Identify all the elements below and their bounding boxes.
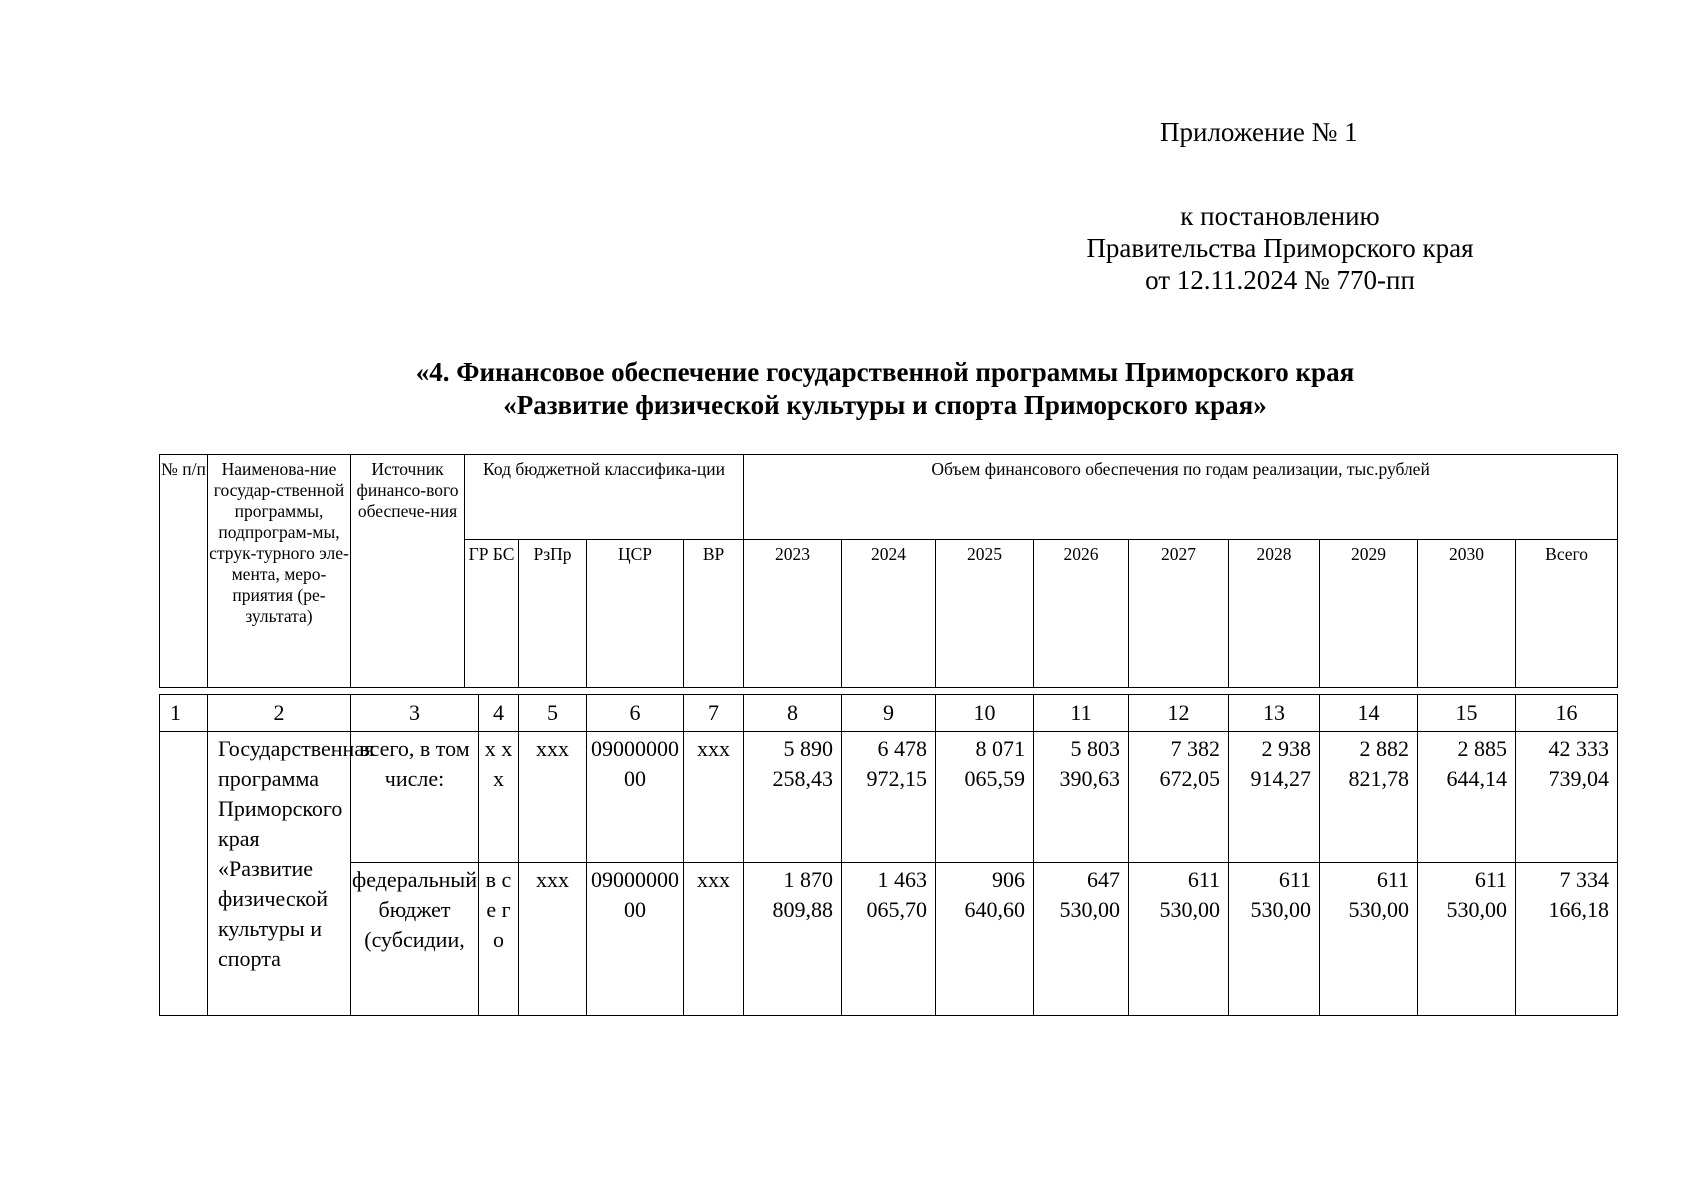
csr-code: 0900000000 xyxy=(587,732,684,863)
group-volume-header: Объем финансового обеспечения по годам реализации, тыс.рублей xyxy=(744,455,1618,540)
col-number: 6 xyxy=(587,695,684,732)
col-year-header: 2029 xyxy=(1320,540,1418,688)
col-year-header: 2027 xyxy=(1129,540,1229,688)
decree-reference xyxy=(1040,200,1520,296)
col-number: 15 xyxy=(1418,695,1516,732)
value-total: 7 334 166,18 xyxy=(1516,863,1618,1016)
col-num-header: № п/п xyxy=(160,455,208,688)
grbs-code: в с е г о xyxy=(479,863,519,1016)
value-2024: 1 463 065,70 xyxy=(842,863,936,1016)
col-number: 7 xyxy=(684,695,744,732)
col-year-header: 2028 xyxy=(1229,540,1320,688)
col-number: 3 xyxy=(351,695,479,732)
value-2028: 611 530,00 xyxy=(1229,863,1320,1016)
value-2023: 1 870 809,88 xyxy=(744,863,842,1016)
value-2030: 611 530,00 xyxy=(1418,863,1516,1016)
table-row xyxy=(160,863,1618,1016)
value-total: 42 333 739,04 xyxy=(1516,732,1618,863)
rzpr-code: ххх xyxy=(519,863,587,1016)
value-2026: 5 803 390,63 xyxy=(1034,732,1129,863)
col-year-header: 2026 xyxy=(1034,540,1129,688)
value-2027: 7 382 672,05 xyxy=(1129,732,1229,863)
csr-code: 0900000000 xyxy=(587,863,684,1016)
col-number: 1 xyxy=(160,695,208,732)
value-2029: 2 882 821,78 xyxy=(1320,732,1418,863)
col-number: 11 xyxy=(1034,695,1129,732)
decree-line: от 12.11.2024 № 770-пп xyxy=(1145,265,1415,295)
program-name: Государственная программа Приморского края «Развитие физической культуры и спорта xyxy=(208,732,351,1016)
value-2029: 611 530,00 xyxy=(1320,863,1418,1016)
value-2027: 611 530,00 xyxy=(1129,863,1229,1016)
col-csr-header: ЦСР xyxy=(587,540,684,688)
vr-code: ххх xyxy=(684,732,744,863)
col-number: 4 xyxy=(479,695,519,732)
col-number: 2 xyxy=(208,695,351,732)
rzpr-code: ххх xyxy=(519,732,587,863)
col-rzpr-header: РзПр xyxy=(519,540,587,688)
value-2026: 647 530,00 xyxy=(1034,863,1129,1016)
col-number: 8 xyxy=(744,695,842,732)
group-bcc-header: Код бюджетной классифика-ции xyxy=(465,455,744,540)
col-year-header: 2024 xyxy=(842,540,936,688)
value-2030: 2 885 644,14 xyxy=(1418,732,1516,863)
col-number: 12 xyxy=(1129,695,1229,732)
col-number: 16 xyxy=(1516,695,1618,732)
title-line: «Развитие физической культуры и спорта Приморского края» xyxy=(503,390,1267,420)
annex-label: Приложение № 1 xyxy=(1160,117,1358,147)
col-year-header: 2025 xyxy=(936,540,1034,688)
table-header xyxy=(159,454,1618,688)
col-number: 9 xyxy=(842,695,936,732)
col-number: 5 xyxy=(519,695,587,732)
col-grbs-header: ГР БС xyxy=(465,540,519,688)
col-number: 10 xyxy=(936,695,1034,732)
col-name-header: Наименова-ние государ-ственной программы, подпрограм-мы, струк-турного эле-мента, меро-приятия (ре-зультата) xyxy=(208,455,351,688)
document-title xyxy=(160,356,1610,422)
vr-code: ххх xyxy=(684,863,744,1016)
decree-line: к постановлению xyxy=(1180,201,1380,231)
col-total-header: Всего xyxy=(1516,540,1618,688)
grbs-code: х х х xyxy=(479,732,519,863)
title-line: «4. Финансовое обеспечение государственной программы Приморского края xyxy=(415,357,1355,387)
col-vr-header: ВР xyxy=(684,540,744,688)
value-2023: 5 890 258,43 xyxy=(744,732,842,863)
value-2025: 906 640,60 xyxy=(936,863,1034,1016)
col-number: 13 xyxy=(1229,695,1320,732)
table-row xyxy=(160,732,1618,863)
col-source-header: Источник финансо-вого обеспече-ния xyxy=(351,455,465,688)
column-number-row xyxy=(160,695,1618,732)
col-number: 14 xyxy=(1320,695,1418,732)
table-body xyxy=(159,694,1618,1016)
funding-source: всего, в том числе: xyxy=(351,732,479,863)
col-year-header: 2023 xyxy=(744,540,842,688)
col-year-header: 2030 xyxy=(1418,540,1516,688)
value-2025: 8 071 065,59 xyxy=(936,732,1034,863)
value-2028: 2 938 914,27 xyxy=(1229,732,1320,863)
funding-source: федеральный бюджет (субсидии, xyxy=(351,863,479,1016)
decree-line: Правительства Приморского края xyxy=(1086,233,1474,263)
value-2024: 6 478 972,15 xyxy=(842,732,936,863)
row-number-cell xyxy=(160,732,208,1016)
